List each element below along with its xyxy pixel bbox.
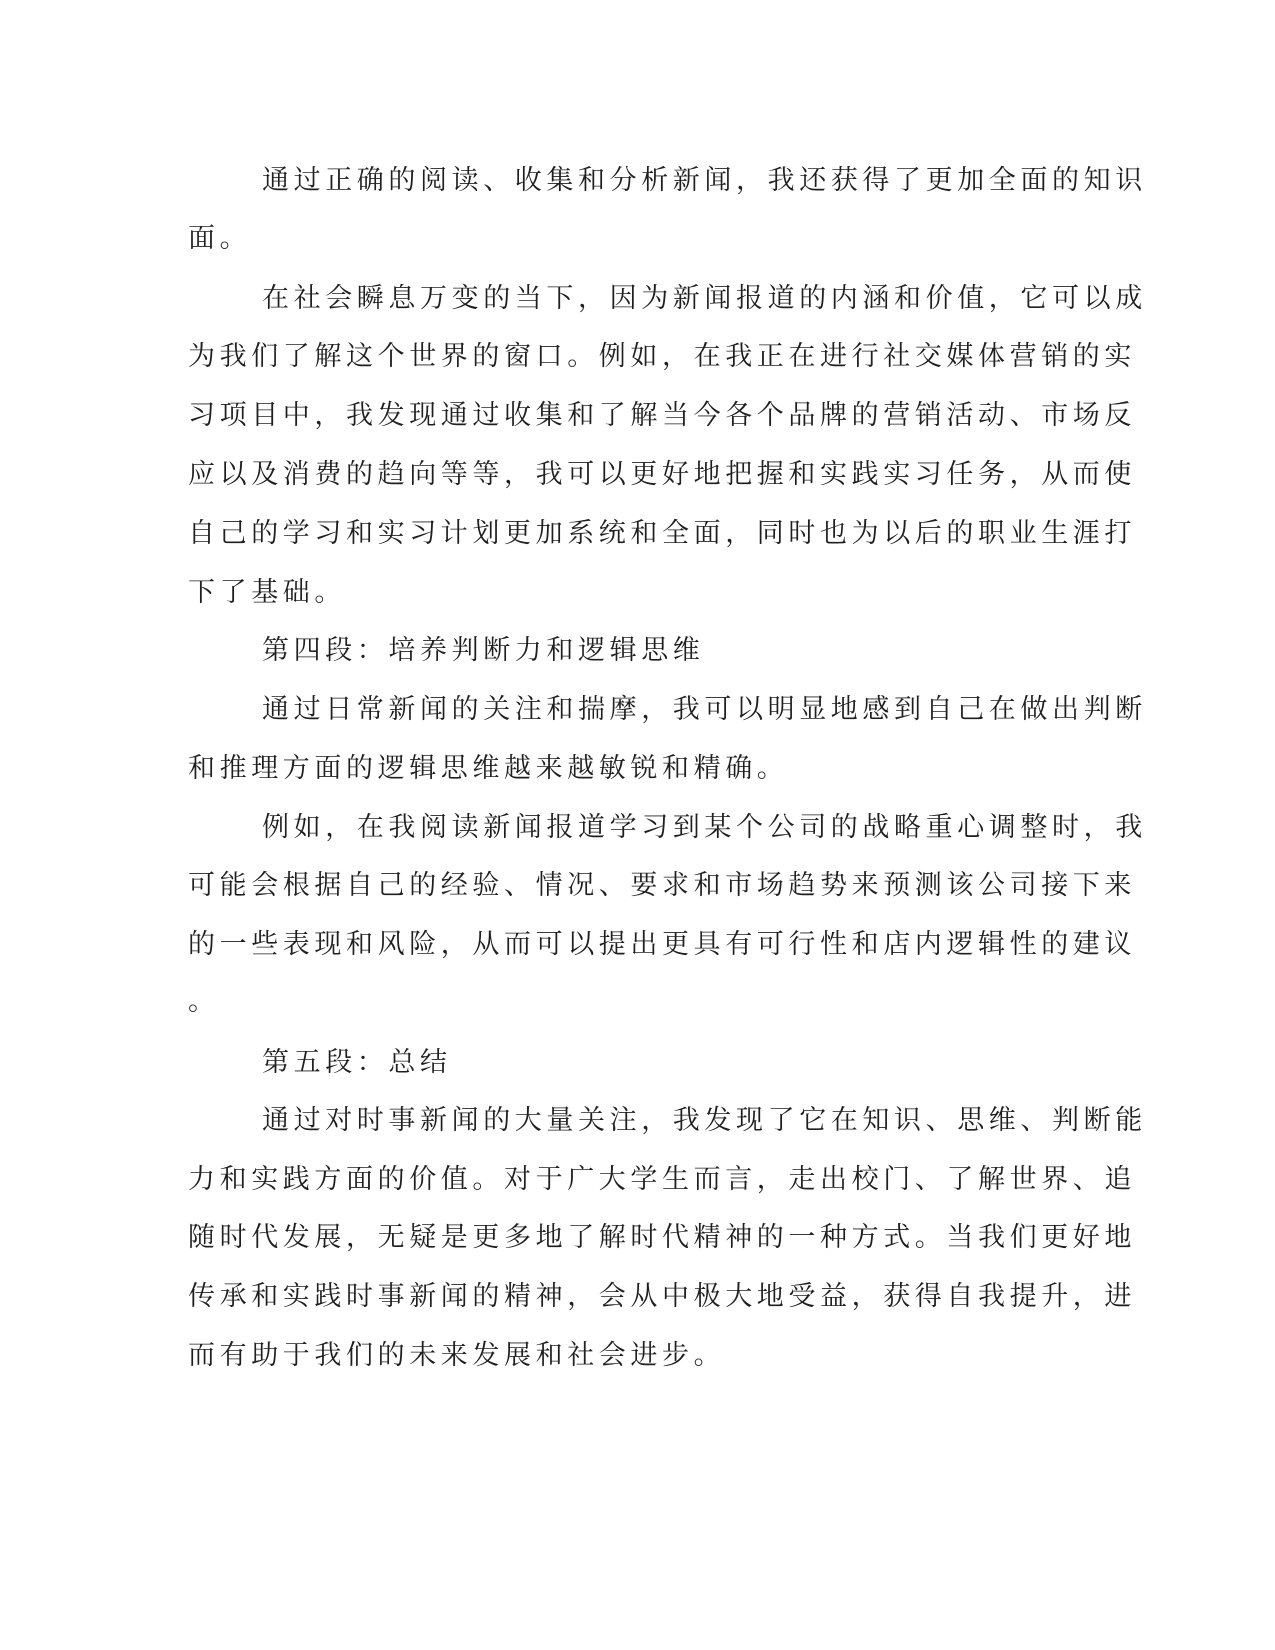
- paragraph-line: 通过对时事新闻的大量关注，我发现了它在知识、思维、判断能: [262, 1105, 1147, 1136]
- paragraph-line: 习项目中，我发现通过收集和了解当今各个品牌的营销活动、市场反: [188, 400, 1136, 431]
- paragraph-line: 在社会瞬息万变的当下，因为新闻报道的内涵和价值，它可以成: [262, 283, 1147, 314]
- paragraph-line: 而有助于我们的未来发展和社会进步。: [188, 1340, 726, 1371]
- paragraph-line: 应以及消费的趋向等等，我可以更好地把握和实践实习任务，从而使: [188, 459, 1136, 490]
- paragraph-line: 自己的学习和实习计划更加系统和全面，同时也为以后的职业生涯打: [188, 518, 1136, 549]
- paragraph-line: 例如，在我阅读新闻报道学习到某个公司的战略重心调整时，我: [262, 812, 1147, 843]
- paragraph-line: 为我们了解这个世界的窗口。例如，在我正在进行社交媒体营销的实: [188, 341, 1136, 372]
- paragraph-line: 面。: [188, 223, 252, 254]
- section-heading: 第四段：培养判断力和逻辑思维: [262, 635, 705, 666]
- paragraph-line: 力和实践方面的价值。对于广大学生而言，走出校门、了解世界、追: [188, 1164, 1136, 1195]
- paragraph-line: 通过正确的阅读、收集和分析新闻，我还获得了更加全面的知识: [262, 165, 1147, 196]
- paragraph-line: 。: [188, 986, 220, 1017]
- section-heading: 第五段：总结: [262, 1047, 452, 1078]
- paragraph-line: 的一些表现和风险，从而可以提出更具有可行性和店内逻辑性的建议: [188, 929, 1136, 960]
- paragraph-line: 通过日常新闻的关注和揣摩，我可以明显地感到自己在做出判断: [262, 694, 1147, 725]
- paragraph-line: 随时代发展，无疑是更多地了解时代精神的一种方式。当我们更好地: [188, 1222, 1136, 1253]
- paragraph-line: 可能会根据自己的经验、情况、要求和市场趋势来预测该公司接下来: [188, 870, 1136, 901]
- paragraph-line: 传承和实践时事新闻的精神，会从中极大地受益，获得自我提升，进: [188, 1281, 1136, 1312]
- paragraph-line: 和推理方面的逻辑思维越来越敏锐和精确。: [188, 753, 789, 784]
- paragraph-line: 下了基础。: [188, 577, 346, 608]
